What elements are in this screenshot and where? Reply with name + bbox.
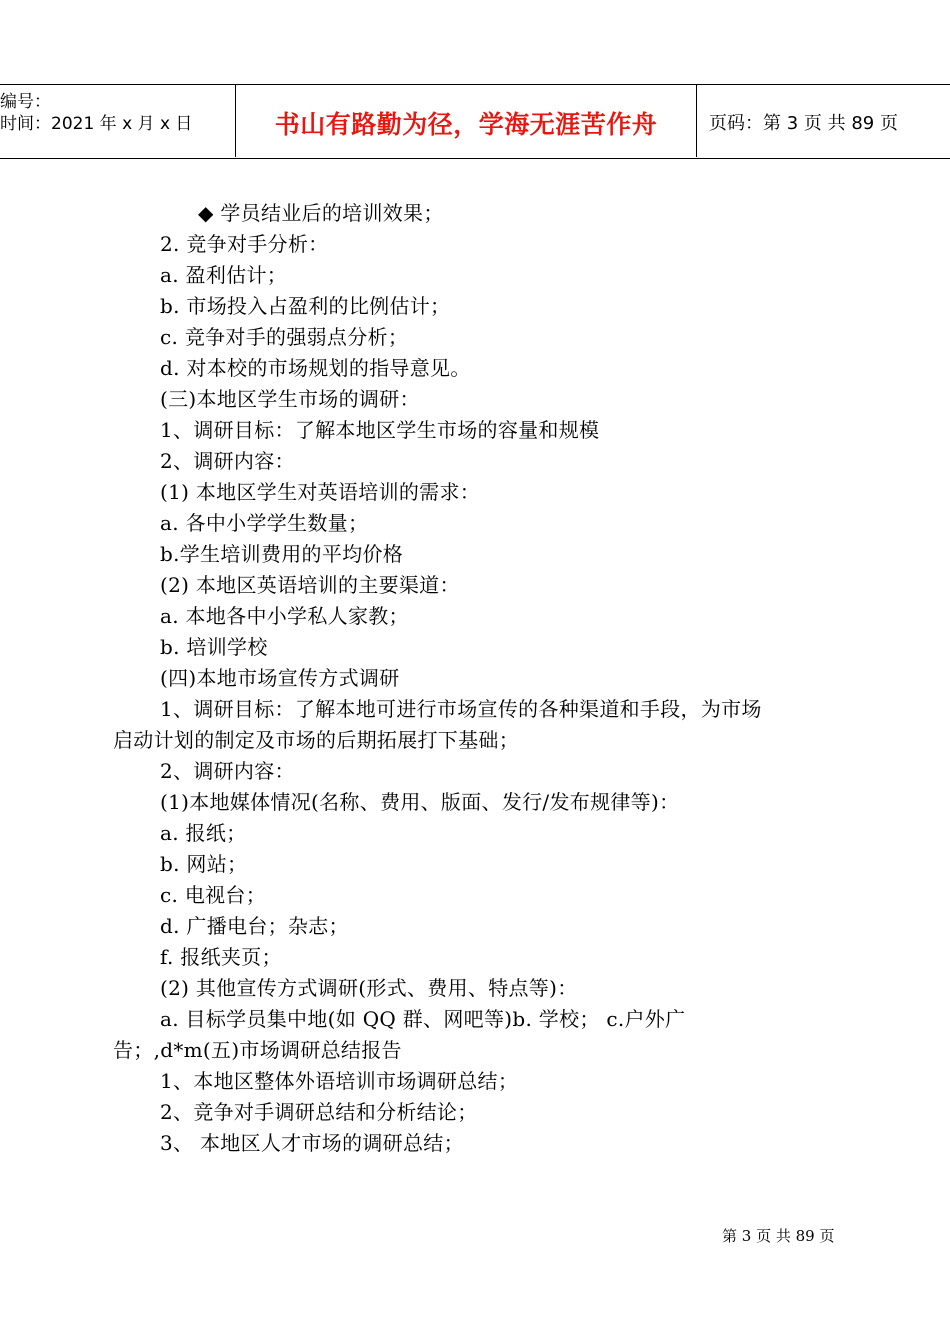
- body-line: b.学生培训费用的平均价格: [160, 542, 404, 566]
- header-page-cell: [697, 85, 950, 157]
- time-label: 时间：2021 年 x 月 x 日: [0, 114, 193, 134]
- body-line: 2. 竞争对手分析：: [160, 232, 329, 256]
- number-label: 编号：: [0, 92, 51, 112]
- page-footer: 第 3 页 共 89 页: [722, 1227, 835, 1245]
- body-line: c. 电视台；: [160, 883, 267, 907]
- body-line: a. 报纸；: [160, 821, 247, 845]
- body-line: c. 竞争对手的强弱点分析；: [160, 325, 409, 349]
- body-line: 2、调研内容：: [160, 449, 295, 473]
- body-line: (2) 其他宣传方式调研(形式、费用、特点等)：: [160, 976, 578, 1000]
- motto-text: 书山有路勤为径，学海无涯苦作舟: [274, 110, 658, 139]
- body-line: 1、调研目标：了解本地区学生市场的容量和规模: [160, 418, 600, 442]
- body-line: 告；,d*m(五)市场调研总结报告: [113, 1038, 402, 1062]
- body-line: a. 盈利估计；: [160, 263, 288, 287]
- body-line: d. 广播电台；杂志；: [160, 914, 349, 938]
- body-line: f. 报纸夹页；: [160, 945, 282, 969]
- body-line: b. 网站；: [160, 852, 248, 876]
- body-line: (三)本地区学生市场的调研：: [160, 387, 420, 411]
- body-line: b. 培训学校: [160, 635, 268, 659]
- header-meta-cell: [0, 85, 236, 157]
- body-line: b. 市场投入占盈利的比例估计；: [160, 294, 451, 318]
- header-motto-cell: [236, 85, 697, 157]
- body-line: (1) 本地区学生对英语培训的需求：: [160, 480, 481, 504]
- page-code: 页码：第 3 页 共 89 页: [709, 113, 898, 134]
- body-line: a. 目标学员集中地(如 QQ 群、网吧等)b. 学校； c.户外广: [160, 1007, 686, 1031]
- body-line: 1、本地区整体外语培训市场调研总结；: [160, 1069, 519, 1093]
- body-line: a. 各中小学学生数量；: [160, 511, 369, 535]
- body-line: ◆ 学员结业后的培训效果；: [198, 201, 444, 225]
- body-line: d. 对本校的市场规划的指导意见。: [160, 356, 471, 380]
- body-line: a. 本地各中小学私人家教；: [160, 604, 409, 628]
- body-line: 3、 本地区人才市场的调研总结；: [160, 1131, 464, 1155]
- body-line: 启动计划的制定及市场的后期拓展打下基础；: [113, 728, 519, 752]
- body-line: (1)本地媒体情况(名称、费用、版面、发行/发布规律等)：: [160, 790, 680, 814]
- body-line: (四)本地市场宣传方式调研: [160, 666, 400, 690]
- body-line: 2、调研内容：: [160, 759, 295, 783]
- body-line: 2、竞争对手调研总结和分析结论；: [160, 1100, 478, 1124]
- document-header: [0, 84, 950, 159]
- body-line: 1、调研目标：了解本地可进行市场宣传的各种渠道和手段，为市场: [160, 697, 762, 721]
- body-line: (2) 本地区英语培训的主要渠道：: [160, 573, 460, 597]
